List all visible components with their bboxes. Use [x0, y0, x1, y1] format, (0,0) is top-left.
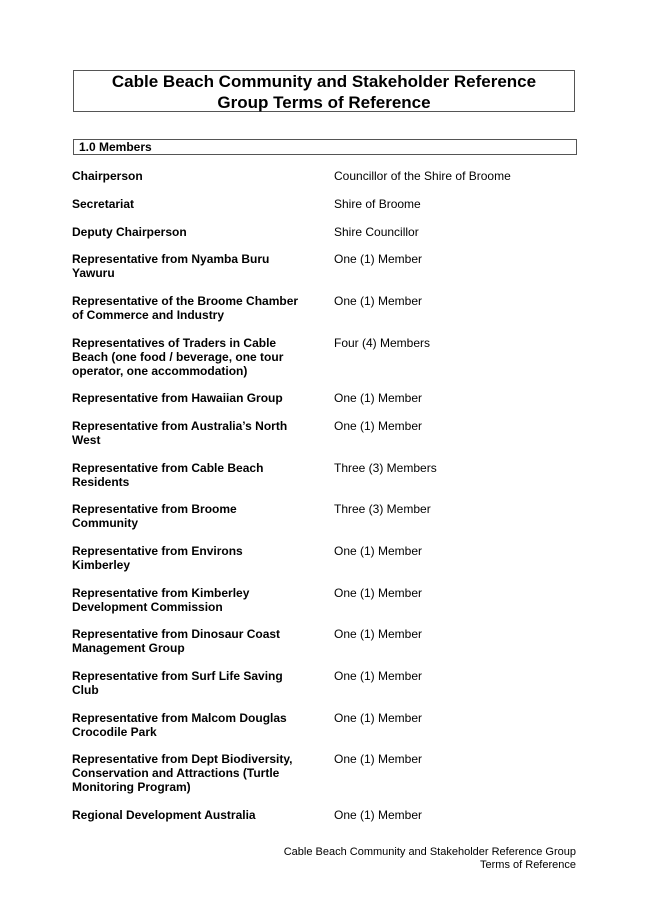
member-role: Representative from Kimberley Development Commission: [72, 586, 250, 614]
member-count: One (1) Member: [334, 419, 423, 433]
member-role: Representative from Cable Beach Residents: [72, 461, 264, 489]
member-count: One (1) Member: [334, 752, 423, 766]
member-role: Representative of the Broome Chamber of Commerce and Industry: [72, 294, 299, 322]
member-count: One (1) Member: [334, 544, 423, 558]
document-title: [73, 70, 575, 112]
document-title-line-1: Cable Beach Community and Stakeholder Reference: [111, 72, 537, 91]
section-heading: 1.0 Members: [79, 140, 152, 154]
member-role: Chairperson: [72, 169, 143, 183]
member-count: Shire Councillor: [334, 225, 419, 239]
member-count: Shire of Broome: [334, 197, 421, 211]
member-count: One (1) Member: [334, 391, 423, 405]
member-count: Four (4) Members: [334, 336, 431, 350]
member-role: Deputy Chairperson: [72, 225, 187, 239]
member-count: One (1) Member: [334, 669, 423, 683]
member-count: Three (3) Member: [334, 502, 431, 516]
member-role: Representative from Dinosaur Coast Management Group: [72, 627, 281, 655]
member-count: One (1) Member: [334, 627, 423, 641]
member-role: Secretariat: [72, 197, 135, 211]
member-count: One (1) Member: [334, 586, 423, 600]
member-role: Representative from Dept Biodiversity, Conservation and Attractions (Turtle Monitoring Program): [72, 752, 293, 794]
section-heading-box: [73, 139, 577, 155]
member-role: Representative from Hawaiian Group: [72, 391, 283, 405]
member-role: Representative from Nyamba Buru Yawuru: [72, 252, 270, 280]
member-count: Three (3) Members: [334, 461, 437, 475]
member-role: Representatives of Traders in Cable Beach (one food / beverage, one tour operator, one accommodation): [72, 336, 284, 378]
member-role: Representative from Surf Life Saving Club: [72, 669, 283, 697]
footer-line-2: Terms of Reference: [480, 859, 576, 871]
member-role: Regional Development Australia: [72, 808, 256, 822]
member-count: Councillor of the Shire of Broome: [334, 169, 511, 183]
member-count: One (1) Member: [334, 252, 423, 266]
member-count: One (1) Member: [334, 294, 423, 308]
member-role: Representative from Environs Kimberley: [72, 544, 243, 572]
member-role: Representative from Malcom Douglas Crocodile Park: [72, 711, 287, 739]
member-role: Representative from Broome Community: [72, 502, 237, 530]
member-count: One (1) Member: [334, 808, 423, 822]
footer-line-1: Cable Beach Community and Stakeholder Reference Group: [283, 846, 576, 858]
member-count: One (1) Member: [334, 711, 423, 725]
document-title-line-2: Group Terms of Reference: [217, 93, 431, 112]
member-role: Representative from Australia’s North West: [72, 419, 288, 447]
page-footer: [284, 846, 576, 872]
